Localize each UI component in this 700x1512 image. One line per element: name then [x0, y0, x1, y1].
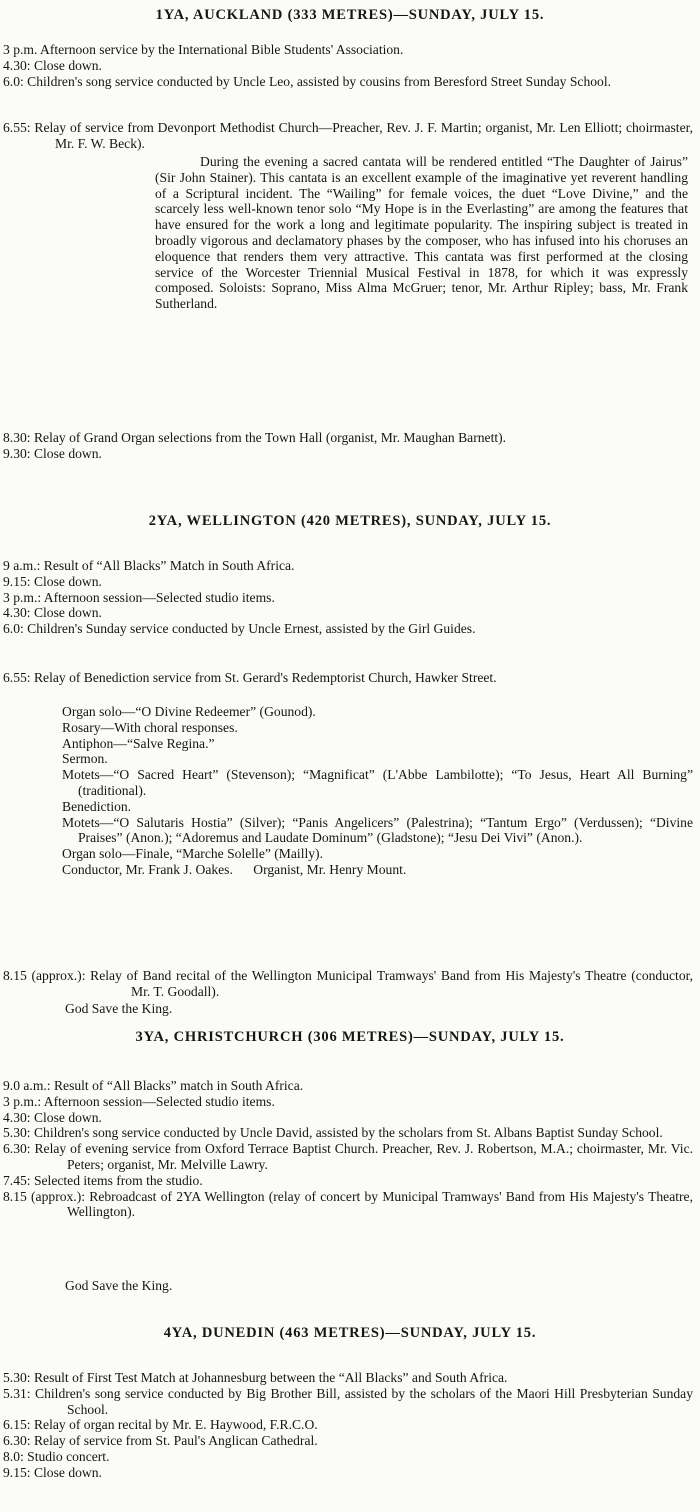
wellington-item: 6.55: Relay of Benediction service from St. Gerard's Redemptorist Church, Hawker Street. [3, 670, 497, 685]
wellington-item: 9 a.m.: Result of “All Blacks” Match in South Africa. [3, 558, 295, 573]
programme-line: Motets—“O Salutaris Hostia” (Silver); “Panis Angelicers” (Palestrina); “Tantum Ergo” (Verdussen); “Divine Praises” (Anon.); “Adoremus and Laudate Dominum” (Gladstone); “Jesu Dei Vivi” (Anon.). [62, 814, 693, 846]
auckland-schedule-relay [3, 120, 693, 152]
christchurch-item: 9.0 a.m.: Result of “All Blacks” match in South Africa. [3, 1078, 304, 1093]
christchurch-item: 6.30: Relay of evening service from Oxford Terrace Baptist Church. Preacher, Rev. J. Robertson, M.A.; choirmaster, Mr. Vic. Peters; organist, Mr. Melville Lawry. [3, 1141, 693, 1172]
dunedin-item: 5.30: Result of First Test Match at Johannesburg between the “All Blacks” and South Africa. [3, 1370, 508, 1385]
wellington-schedule [3, 558, 693, 637]
wellington-item: 6.0: Children's Sunday service conducted by Uncle Ernest, assisted by the Girl Guides. [3, 621, 476, 637]
christchurch-item: 4.30: Close down. [3, 1109, 102, 1125]
wellington-schedule-relay [3, 670, 693, 686]
programme-line: Benediction. [62, 798, 132, 814]
wellington-schedule-late [3, 968, 693, 1000]
christchurch-anthem: God Save the King. [65, 1278, 173, 1293]
heading-1ya-auckland: 1YA, AUCKLAND (333 METRES)—SUNDAY, JULY 15. [155, 7, 545, 23]
auckland-item: 3 p.m. Afternoon service by the International Bible Students' Association. [3, 42, 404, 57]
wellington-anthem: God Save the King. [65, 1001, 173, 1016]
auckland-item: 8.30: Relay of Grand Organ selections from the Town Hall (organist, Mr. Maughan Barnett). [3, 430, 507, 445]
heading-4ya-dunedin: 4YA, DUNEDIN (463 METRES)—SUNDAY, JULY 15. [163, 1325, 537, 1341]
christchurch-item: 7.45: Selected items from the studio. [3, 1172, 203, 1188]
programme-line: Motets—“O Sacred Heart” (Stevenson); “Magnificat” (L'Abbe Lambilotte); “To Jesus, Heart All Burning” (traditional). [62, 767, 693, 798]
wellington-item: 3 p.m.: Afternoon session—Selected studio items. [3, 589, 275, 605]
programme-line: Antiphon—“Salve Regina.” [62, 735, 215, 751]
wellington-item: 9.15: Close down. [3, 573, 102, 589]
auckland-item: 4.30: Close down. [3, 57, 102, 73]
auckland-cantata-description: During the evening a sacred cantata will be rendered entitled “The Daughter of Jairus” (Sir John Stainer). This cantata is an excellent example of the imaginative yet reverent handling of a Scriptural incident. The “Wailing” for female voices, the duet “Love Divine,” and the scarcely less well-known tenor solo “My Hope is in the Everlasting” are among the features that have ensured for the work a long and legitimate popularity. The inspiring subject is treated in broadly vigorous and declamatory phases by the composer, who has infused into his choruses an eloquence that renders them very attractive. This cantata was first performed at the closing service of the Worcester Triennial Musical Festival in 1878, for which it was expressly composed. Soloists: Soprano, Miss Alma McGruer; tenor, Mr. Arthur Ripley; bass, Mr. Frank Sutherland. [155, 154, 688, 312]
programme-line: Organ solo—Finale, “Marche Solelle” (Mailly). [62, 846, 323, 862]
wellington-item: 4.30: Close down. [3, 605, 102, 621]
christchurch-schedule [3, 1078, 693, 1220]
dunedin-item: 6.30: Relay of service from St. Paul's Anglican Cathedral. [3, 1433, 318, 1449]
programme-line: Conductor, Mr. Frank J. Oakes. Organist, Mr. Henry Mount. [62, 861, 407, 877]
heading-2ya-wellington: 2YA, WELLINGTON (420 METRES), SUNDAY, JULY 15. [148, 513, 552, 529]
wellington-item: 8.15 (approx.): Relay of Band recital of the Wellington Municipal Tramways' Band from His Majesty's Theatre (conductor, Mr. T. Goodall). [3, 968, 693, 999]
dunedin-item: 8.0: Studio concert. [3, 1448, 110, 1464]
christchurch-item: 8.15 (approx.): Rebroadcast of 2YA Wellington (relay of concert by Municipal Tramways' Band from His Majesty's Theatre, Wellington). [3, 1188, 693, 1220]
heading-3ya-christchurch: 3YA, CHRISTCHURCH (306 METRES)—SUNDAY, JULY 15. [135, 1029, 565, 1045]
auckland-item: 9.30: Close down. [3, 445, 102, 461]
dunedin-item: 6.15: Relay of organ recital by Mr. E. Haywood, F.R.C.O. [3, 1417, 318, 1433]
wellington-benediction-programme [62, 704, 693, 878]
auckland-schedule [3, 42, 693, 89]
dunedin-item: 9.15: Close down. [3, 1464, 102, 1480]
auckland-item: 6.55: Relay of service from Devonport Methodist Church—Preacher, Rev. J. F. Martin; organist, Mr. Len Elliott; choirmaster, Mr. F. W. Beck). [3, 120, 693, 151]
auckland-item: 6.0: Children's song service conducted by Uncle Leo, assisted by cousins from Beresford Street Sunday School. [3, 73, 612, 89]
programme-line: Organ solo—“O Divine Redeemer” (Gounod). [62, 704, 316, 719]
christchurch-item: 3 p.m.: Afternoon session—Selected studio items. [3, 1093, 275, 1109]
dunedin-schedule [3, 1370, 693, 1481]
auckland-schedule-late [3, 430, 693, 462]
christchurch-item: 5.30: Children's song service conducted by Uncle David, assisted by the scholars from St. Albans Baptist Sunday School. [3, 1125, 663, 1141]
programme-line: Rosary—With choral responses. [62, 719, 238, 735]
dunedin-item: 5.31: Children's song service conducted by Big Brother Bill, assisted by the scholars of the Maori Hill Presbyterian Sunday School. [3, 1385, 693, 1417]
programme-line: Sermon. [62, 751, 108, 767]
